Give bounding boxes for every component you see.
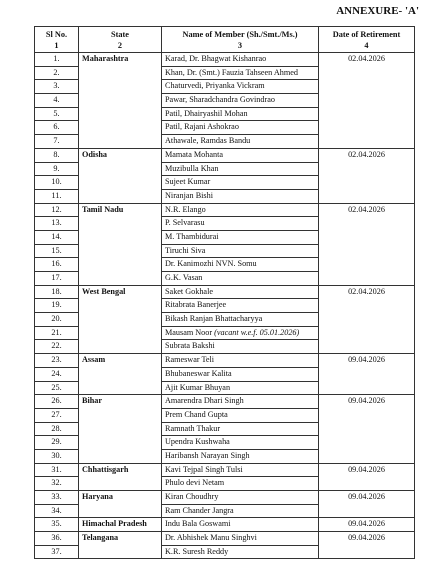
- member-name: Bhubaneswar Kalita: [165, 368, 232, 378]
- member-name: P. Selvarasu: [165, 218, 205, 228]
- sl-number: 33.: [35, 491, 79, 505]
- state-name: Haryana: [79, 491, 162, 518]
- member-name: Saket Gokhale: [165, 286, 213, 296]
- member-name: Dr. Kanimozhi NVN. Somu: [165, 259, 257, 269]
- sl-number: 19.: [35, 299, 79, 313]
- sl-number: 24.: [35, 367, 79, 381]
- member-name: Ajit Kumar Bhuyan: [165, 382, 231, 392]
- state-name: West Bengal: [79, 285, 162, 353]
- member-name: Phulo devi Netam: [165, 478, 225, 488]
- member-name: M. Thambidurai: [165, 231, 219, 241]
- member-name: Ritabrata Banerjee: [165, 300, 227, 310]
- retirement-date: 09.04.2026: [319, 354, 415, 395]
- member-name-cell: [162, 189, 319, 203]
- retirement-date: 02.04.2026: [319, 53, 415, 149]
- member-name-cell: [162, 244, 319, 258]
- member-name: Muzibulla Khan: [165, 163, 219, 173]
- member-name: Patil, Rajani Ashokrao: [165, 122, 239, 132]
- state-name: Chhattisgarh: [79, 463, 162, 490]
- member-name-cell: [162, 107, 319, 121]
- member-name: Athawale, Ramdas Bandu: [165, 136, 251, 146]
- member-name-cell: [162, 258, 319, 272]
- table-header-row: [35, 27, 415, 53]
- sl-number: 22.: [35, 340, 79, 354]
- member-name-cell: [162, 422, 319, 436]
- member-name: N.R. Elango: [165, 204, 206, 214]
- member-name: Ram Chander Jangra: [165, 505, 234, 515]
- member-name: Rameswar Teli: [165, 355, 215, 365]
- sl-number: 30.: [35, 449, 79, 463]
- retirement-date: 09.04.2026: [319, 463, 415, 490]
- retirement-date: 09.04.2026: [319, 518, 415, 532]
- member-name: Ramnath Thakur: [165, 423, 221, 433]
- member-name-cell: [162, 518, 319, 532]
- sl-number: 29.: [35, 436, 79, 450]
- table-row: [35, 285, 415, 299]
- sl-number: 25.: [35, 381, 79, 395]
- member-name-cell: [162, 162, 319, 176]
- member-name: Karad, Dr. Bhagwat Kishanrao: [165, 54, 267, 63]
- sl-number: 18.: [35, 285, 79, 299]
- member-name-cell: [162, 203, 319, 217]
- member-name-cell: [162, 326, 319, 340]
- sl-number: 16.: [35, 258, 79, 272]
- retirement-date: 02.04.2026: [319, 285, 415, 353]
- sl-number: 4.: [35, 94, 79, 108]
- table-row: [35, 203, 415, 217]
- member-name: Mamata Mohanta: [165, 149, 223, 159]
- sl-number: 32.: [35, 477, 79, 491]
- member-name-cell: [162, 436, 319, 450]
- member-name-cell: [162, 408, 319, 422]
- member-name: Dr. Abhishek Manu Singhvi: [165, 533, 257, 543]
- sl-number: 12.: [35, 203, 79, 217]
- member-name-cell: [162, 545, 319, 559]
- sl-number: 26.: [35, 395, 79, 409]
- member-name: Pawar, Sharadchandra Govindrao: [165, 95, 275, 105]
- table-row: [35, 532, 415, 546]
- sl-number: 21.: [35, 326, 79, 340]
- state-name: Tamil Nadu: [79, 203, 162, 285]
- member-name-cell: [162, 381, 319, 395]
- member-name-cell: [162, 340, 319, 354]
- member-name-cell: [162, 313, 319, 327]
- retirement-date: 02.04.2026: [319, 148, 415, 203]
- retirement-date: 09.04.2026: [319, 532, 415, 559]
- table-row: [35, 463, 415, 477]
- sl-number: 1.: [35, 53, 79, 67]
- member-name-cell: [162, 272, 319, 286]
- member-name-cell: [162, 449, 319, 463]
- member-name: Indu Bala Goswami: [165, 519, 231, 529]
- member-name: Amarendra Dhari Singh: [165, 396, 244, 406]
- member-name-cell: [162, 299, 319, 313]
- member-name: Sujeet Kumar: [165, 177, 211, 187]
- sl-number: 7.: [35, 135, 79, 149]
- member-name: Niranjan Bishi: [165, 190, 213, 200]
- sl-number: 14.: [35, 230, 79, 244]
- member-name: Chaturvedi, Priyanka Vickram: [165, 81, 265, 91]
- state-name: Bihar: [79, 395, 162, 463]
- sl-number: 17.: [35, 272, 79, 286]
- sl-number: 15.: [35, 244, 79, 258]
- member-name: Bikash Ranjan Bhattacharyya: [165, 314, 263, 324]
- sl-number: 37.: [35, 545, 79, 559]
- member-name: Prem Chand Gupta: [165, 409, 228, 419]
- sl-number: 3.: [35, 80, 79, 94]
- state-name: Telangana: [79, 532, 162, 559]
- sl-number: 27.: [35, 408, 79, 422]
- table-row: [35, 53, 415, 67]
- member-name-cell: [162, 395, 319, 409]
- sl-number: 11.: [35, 189, 79, 203]
- member-name-cell: [162, 53, 319, 67]
- state-name: Odisha: [79, 148, 162, 203]
- sl-number: 23.: [35, 354, 79, 368]
- member-name-cell: [162, 285, 319, 299]
- header-state: State 2: [79, 27, 162, 53]
- member-name-cell: [162, 230, 319, 244]
- state-name: Himachal Pradesh: [79, 518, 162, 532]
- sl-number: 5.: [35, 107, 79, 121]
- member-name-cell: [162, 66, 319, 80]
- sl-number: 28.: [35, 422, 79, 436]
- header-sl-no: Sl No. 1: [35, 27, 79, 53]
- member-name: Mausam Noor: [165, 327, 213, 337]
- member-name-cell: [162, 148, 319, 162]
- state-name: Assam: [79, 354, 162, 395]
- sl-number: 9.: [35, 162, 79, 176]
- sl-number: 2.: [35, 66, 79, 80]
- member-name: K.R. Suresh Reddy: [165, 546, 229, 556]
- sl-number: 20.: [35, 313, 79, 327]
- annexure-label: ANNEXURE- 'A': [336, 5, 419, 17]
- member-name-cell: [162, 94, 319, 108]
- retirement-table: [34, 26, 415, 559]
- member-name-cell: [162, 121, 319, 135]
- member-name-cell: [162, 354, 319, 368]
- member-name-cell: [162, 504, 319, 518]
- member-name-cell: [162, 491, 319, 505]
- vacancy-note: (vacant w.e.f. 05.01.2026): [214, 327, 300, 337]
- table-row: [35, 518, 415, 532]
- member-name: G.K. Vasan: [165, 273, 203, 282]
- table-row: [35, 354, 415, 368]
- sl-number: 36.: [35, 532, 79, 546]
- retirement-date: 09.04.2026: [319, 491, 415, 518]
- member-name: Khan, Dr. (Smt.) Fauzia Tahseen Ahmed: [165, 67, 298, 77]
- table-body: [35, 53, 415, 559]
- member-name-cell: [162, 532, 319, 546]
- member-name: Haribansh Narayan Singh: [165, 450, 250, 460]
- member-name-cell: [162, 135, 319, 149]
- table-row: [35, 491, 415, 505]
- member-name-cell: [162, 217, 319, 231]
- member-name: Kiran Choudhry: [165, 492, 219, 501]
- sl-number: 8.: [35, 148, 79, 162]
- member-name: Tiruchi Siva: [165, 245, 206, 255]
- table-row: [35, 148, 415, 162]
- member-name-cell: [162, 367, 319, 381]
- header-date-of-retirement: Date of Retirement 4: [319, 27, 415, 53]
- member-name-cell: [162, 80, 319, 94]
- member-name: Subrata Bakshi: [165, 341, 215, 351]
- header-member-name: Name of Member (Sh./Smt./Ms.) 3: [162, 27, 319, 53]
- table-row: [35, 395, 415, 409]
- sl-number: 6.: [35, 121, 79, 135]
- member-name-cell: [162, 463, 319, 477]
- sl-number: 13.: [35, 217, 79, 231]
- retirement-date: 09.04.2026: [319, 395, 415, 463]
- sl-number: 34.: [35, 504, 79, 518]
- sl-number: 31.: [35, 463, 79, 477]
- state-name: Maharashtra: [79, 53, 162, 149]
- sl-number: 10.: [35, 176, 79, 190]
- retirement-date: 02.04.2026: [319, 203, 415, 285]
- member-name-cell: [162, 176, 319, 190]
- sl-number: 35.: [35, 518, 79, 532]
- member-name-cell: [162, 477, 319, 491]
- member-name: Upendra Kushwaha: [165, 437, 230, 447]
- member-name: Kavi Tejpal Singh Tulsi: [165, 464, 243, 474]
- member-name: Patil, Dhairyashil Mohan: [165, 108, 248, 118]
